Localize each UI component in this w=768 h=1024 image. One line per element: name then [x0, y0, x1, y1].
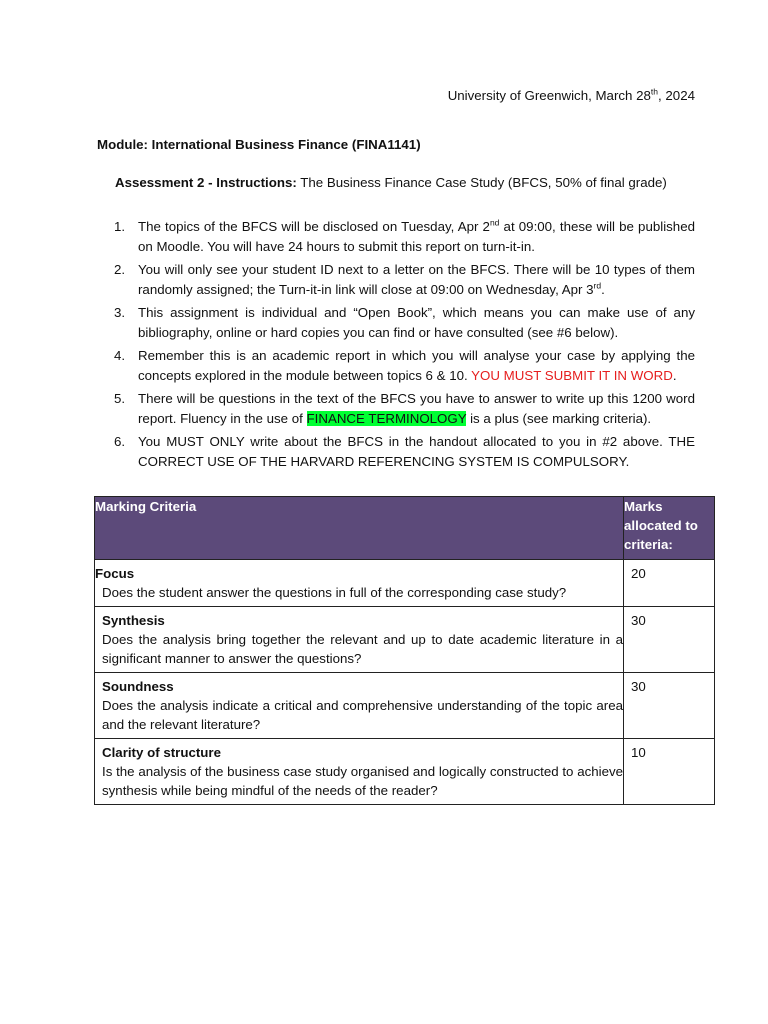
marks-cell: 10: [624, 739, 715, 805]
instructions-list: [114, 217, 695, 475]
criteria-title: Synthesis: [102, 613, 165, 628]
marks-cell: 20: [624, 560, 715, 607]
instruction-item-2: 2. You will only see your student ID next to a letter on the BFCS. There will be 10 types of them randomly assigned; the Turn-it-in link will close at 09:00 on Wednesday, Apr 3rd.: [114, 262, 695, 297]
header-marks-allocated: Marks allocated to criteria:: [624, 497, 715, 560]
instruction-item-6: 6. You MUST ONLY write about the BFCS in the handout allocated to you in #2 above. THE CORRECT USE OF THE HARVARD REFERENCING SYSTEM IS COMPULSORY.: [114, 434, 695, 469]
criteria-cell: [95, 560, 624, 607]
table-row: [95, 607, 715, 673]
marks-cell: 30: [624, 607, 715, 673]
assessment-label: Assessment 2 - Instructions:: [115, 175, 297, 190]
criteria-title: Clarity of structure: [102, 745, 221, 760]
instruction-item-4: 4. Remember this is an academic report in which you will analyse your case by applying the concepts explored in the module between topics 6 & 10. YOU MUST SUBMIT IT IN WORD.: [114, 348, 695, 383]
table-row: [95, 560, 715, 607]
criteria-description: Does the student answer the questions in full of the corresponding case study?: [102, 585, 567, 600]
criteria-description: Is the analysis of the business case study organised and logically constructed to achieve synthesis while being mindful of the needs of the reader?: [102, 764, 624, 798]
assessment-description: The Business Finance Case Study (BFCS, 50% of final grade): [296, 175, 667, 190]
criteria-description: Does the analysis indicate a critical and comprehensive understanding of the topic area and the relevant literature?: [102, 698, 624, 732]
module-title: Module: International Business Finance (FINA1141): [97, 137, 421, 152]
criteria-description: Does the analysis bring together the relevant and up to date academic literature in a significant manner to answer the questions?: [102, 632, 624, 666]
criteria-title: Soundness: [102, 679, 174, 694]
criteria-title: Focus: [95, 566, 135, 581]
marks-cell: 30: [624, 673, 715, 739]
criteria-cell: [95, 673, 624, 739]
assessment-instructions-heading: [115, 175, 667, 190]
instruction-item-5: 5. There will be questions in the text of the BFCS you have to answer to write up this 1200 word report. Fluency in the use of FINANCE TERMINOLOGY is a plus (see marking criteria).: [114, 391, 695, 426]
finance-terminology-highlight: FINANCE TERMINOLOGY: [306, 410, 467, 426]
instruction-item-1: 1. The topics of the BFCS will be disclosed on Tuesday, Apr 2nd at 09:00, these will be published on Moodle. You will have 24 hours to submit this report on turn-it-in.: [114, 217, 695, 254]
table-row: [95, 739, 715, 805]
criteria-cell: [95, 739, 624, 805]
submit-in-word-warning: YOU MUST SUBMIT IT IN WORD: [471, 367, 673, 383]
table-header-row: [95, 497, 715, 560]
marking-criteria-table: [94, 496, 715, 805]
instruction-item-3: 3. This assignment is individual and “Open Book”, which means you can make use of any bibliography, online or hard copies you can find or have consulted (see #6 below).: [114, 305, 695, 340]
table-row: [95, 673, 715, 739]
header-marking-criteria: Marking Criteria: [95, 497, 624, 560]
document-date: University of Greenwich, March 28th, 2024: [447, 86, 695, 103]
criteria-cell: [95, 607, 624, 673]
